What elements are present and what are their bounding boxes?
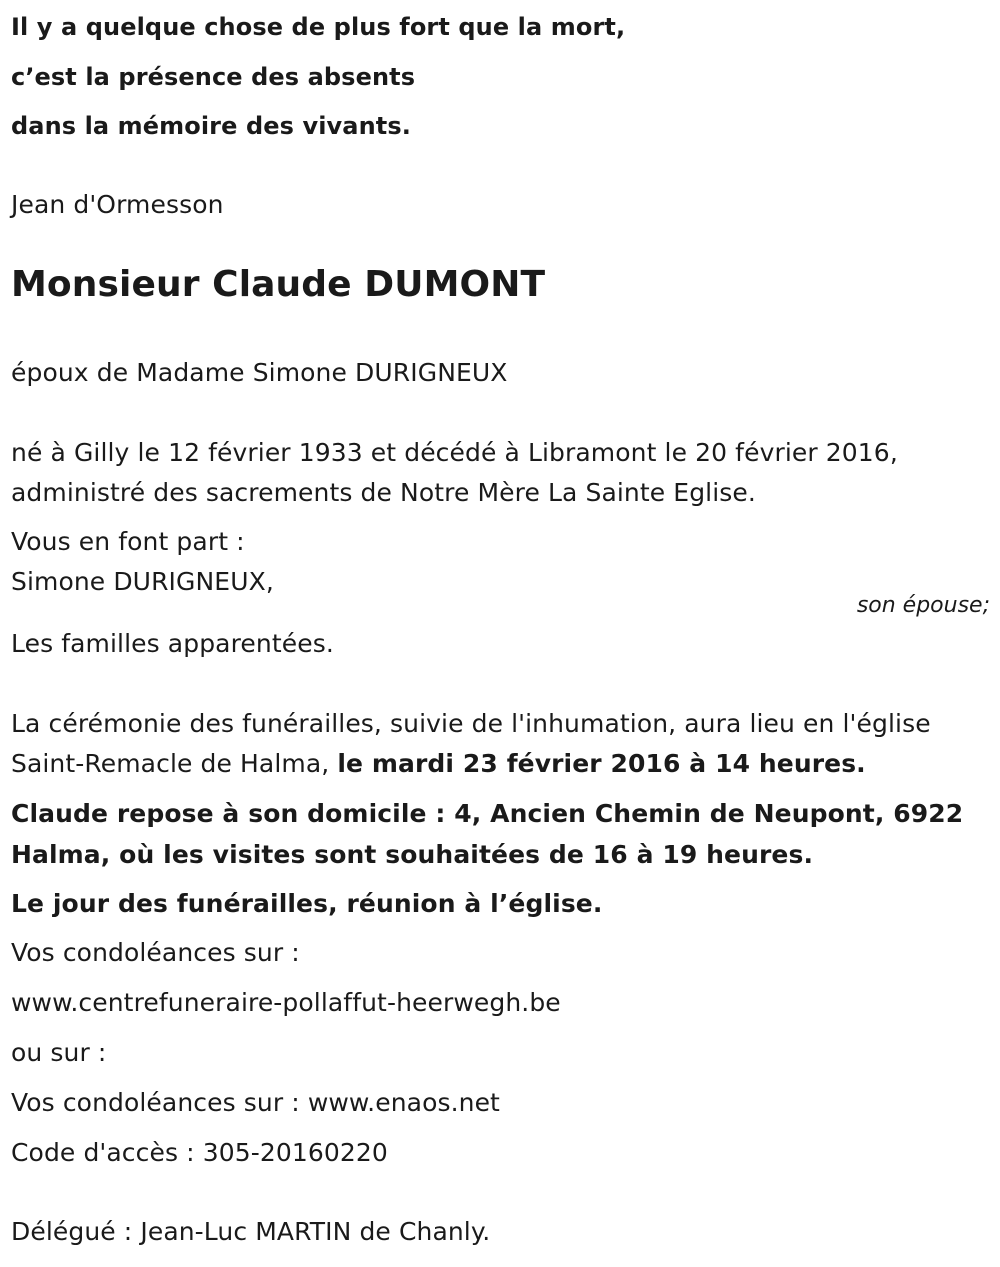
families-line: Les familles apparentées. — [11, 629, 334, 658]
announcement-intro: Vous en font part : — [11, 527, 245, 556]
condolences-url-1[interactable]: www.centrefuneraire-pollaffut-heerwegh.be — [11, 988, 561, 1017]
spouse-line: époux de Madame Simone DURIGNEUX — [11, 358, 508, 387]
ceremony-location: Saint-Remacle de Halma, — [11, 749, 338, 778]
delegate-line: Délégué : Jean-Luc MARTIN de Chanly. — [11, 1217, 491, 1246]
quote-author: Jean d'Ormesson — [11, 190, 224, 219]
mourner-name: Simone DURIGNEUX, — [11, 567, 274, 596]
quote-line-2: c’est la présence des absents — [11, 63, 416, 91]
quote-line-3: dans la mémoire des vivants. — [11, 112, 411, 140]
quote-line-1: Il y a quelque chose de plus fort que la mort, — [11, 13, 626, 41]
condolences-label-1: Vos condoléances sur : — [11, 938, 300, 967]
rest-line-1: Claude repose à son domicile : 4, Ancien Chemin de Neupont, 6922 — [11, 799, 964, 828]
access-code: Code d'accès : 305-20160220 — [11, 1138, 388, 1167]
mourner-relation: son épouse; — [856, 593, 990, 618]
sacraments-line: administré des sacrements de Notre Mère La Sainte Eglise. — [11, 478, 756, 507]
ceremony-line-2 — [11, 749, 866, 779]
deceased-name: Monsieur Claude DUMONT — [11, 264, 546, 305]
ceremony-line-1: La cérémonie des funérailles, suivie de l'inhumation, aura lieu en l'église — [11, 709, 931, 738]
or-label: ou sur : — [11, 1038, 107, 1067]
rest-line-2: Halma, où les visites sont souhaitées de 16 à 19 heures. — [11, 840, 814, 869]
ceremony-date-time: le mardi 23 février 2016 à 14 heures. — [337, 749, 866, 778]
condolences-label-2: Vos condoléances sur : www.enaos.net — [11, 1088, 500, 1117]
meeting-line: Le jour des funérailles, réunion à l’église. — [11, 889, 603, 918]
birth-death-line: né à Gilly le 12 février 1933 et décédé à Libramont le 20 février 2016, — [11, 438, 898, 467]
